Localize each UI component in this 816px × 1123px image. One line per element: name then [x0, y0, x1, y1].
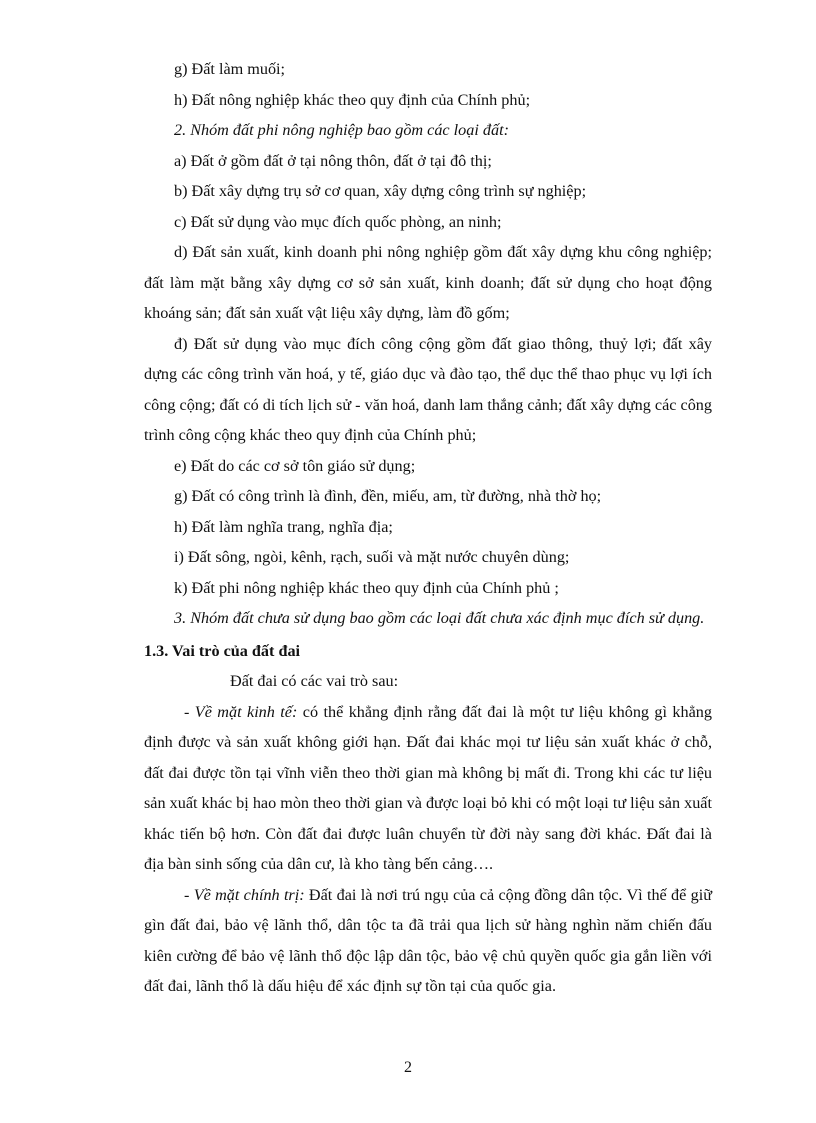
economic-text: có thể khẳng định rằng đất đai là một tư liệu không gì khẳng định được và sản xuất không giới hạn. Đất đai khác mọi tư liệu sản xuất khác ở chỗ, đất đai được tồn tại vĩnh viễn theo thời gian mà không bị mất đi. Trong khi các tư liệu sản xuất khác bị hao mòn theo thời gian và được loại bỏ khi có một loại tư liệu sản xuất khác tiến bộ hơn. Còn đất đai được luân chuyển từ đời này sang đời khác. Đất đai là địa bàn sinh sống của dân cư, là kho tàng bến cảng…. [144, 702, 712, 873]
list-item-g-salt-land: g) Đất làm muối; [174, 60, 286, 78]
political-paragraph [144, 880, 712, 1002]
political-text: Đất đai là nơi trú ngụ của cả cộng đồng dân tộc. Vì thế để giữ gìn đất đai, bảo vệ lãnh thổ, dân tộc ta đã trải qua lịch sử hàng nghìn năm chiến đấu kiên cường để bảo vệ lãnh thổ độc lập dân tộc, bảo vệ chủ quyền quốc gia gắn liền với đất đai, lãnh thổ là dấu hiệu để xác định sự tồn tại của quốc gia. [144, 885, 712, 995]
list-item-b-office-land: b) Đất xây dựng trụ sở cơ quan, xây dựng công trình sự nghiệp; [174, 182, 587, 200]
group-2-title: 2. Nhóm đất phi nông nghiệp bao gồm các loại đất: [174, 121, 509, 139]
section-intro: Đất đai có các vai trò sau: [230, 672, 399, 690]
list-item-dd-public-land: đ) Đất sử dụng vào mục đích công cộng gồm đất giao thông, thuỷ lợi; đất xây dựng các công trình văn hoá, y tế, giáo dục và đào tạo, thể dục thể thao phục vụ lợi ích công cộng; đất có di tích lịch sử - văn hoá, danh lam thắng cảnh; đất xây dựng các công trình công cộng khác theo quy định của Chính phủ; [144, 334, 712, 444]
page-number: 2 [404, 1059, 412, 1076]
list-item-d-business-land: d) Đất sản xuất, kinh doanh phi nông nghiệp gồm đất xây dựng khu công nghiệp; đất làm mặt bằng xây dựng cơ sở sản xuất, kinh doanh; đất sử dụng cho hoạt động khoáng sản; đất sản xuất vật liệu xây dựng, làm đồ gốm; [144, 243, 712, 322]
page-body [144, 54, 712, 1002]
economic-lead: - Về mặt kinh tế: [184, 702, 298, 721]
list-item-h-other-agri-land: h) Đất nông nghiệp khác theo quy định của Chính phủ; [174, 90, 531, 109]
list-item-h-cemetery-land: h) Đất làm nghĩa trang, nghĩa địa; [174, 517, 393, 536]
list-item-g-temple-land: g) Đất có công trình là đình, đền, miếu, am, từ đường, nhà thờ họ; [174, 487, 602, 505]
list-item-a-residential-land: a) Đất ở gồm đất ở tại nông thôn, đất ở tại đô thị; [174, 151, 492, 170]
section-heading: 1.3. Vai trò của đất đai [144, 641, 301, 660]
economic-paragraph [144, 697, 712, 880]
list-item-i-water-land: i) Đất sông, ngòi, kênh, rạch, suối và mặt nước chuyên dùng; [174, 548, 570, 566]
political-lead: - Về mặt chính trị: [184, 885, 305, 904]
list-item-c-defense-land: c) Đất sử dụng vào mục đích quốc phòng, an ninh; [174, 212, 502, 231]
list-item-k-other-nonagri-land: k) Đất phi nông nghiệp khác theo quy định của Chính phủ ; [174, 578, 559, 597]
list-item-e-religious-land: e) Đất do các cơ sở tôn giáo sử dụng; [174, 456, 416, 475]
group-3-title: 3. Nhóm đất chưa sử dụng bao gồm các loại đất chưa xác định mục đích sử dụng. [174, 609, 705, 627]
